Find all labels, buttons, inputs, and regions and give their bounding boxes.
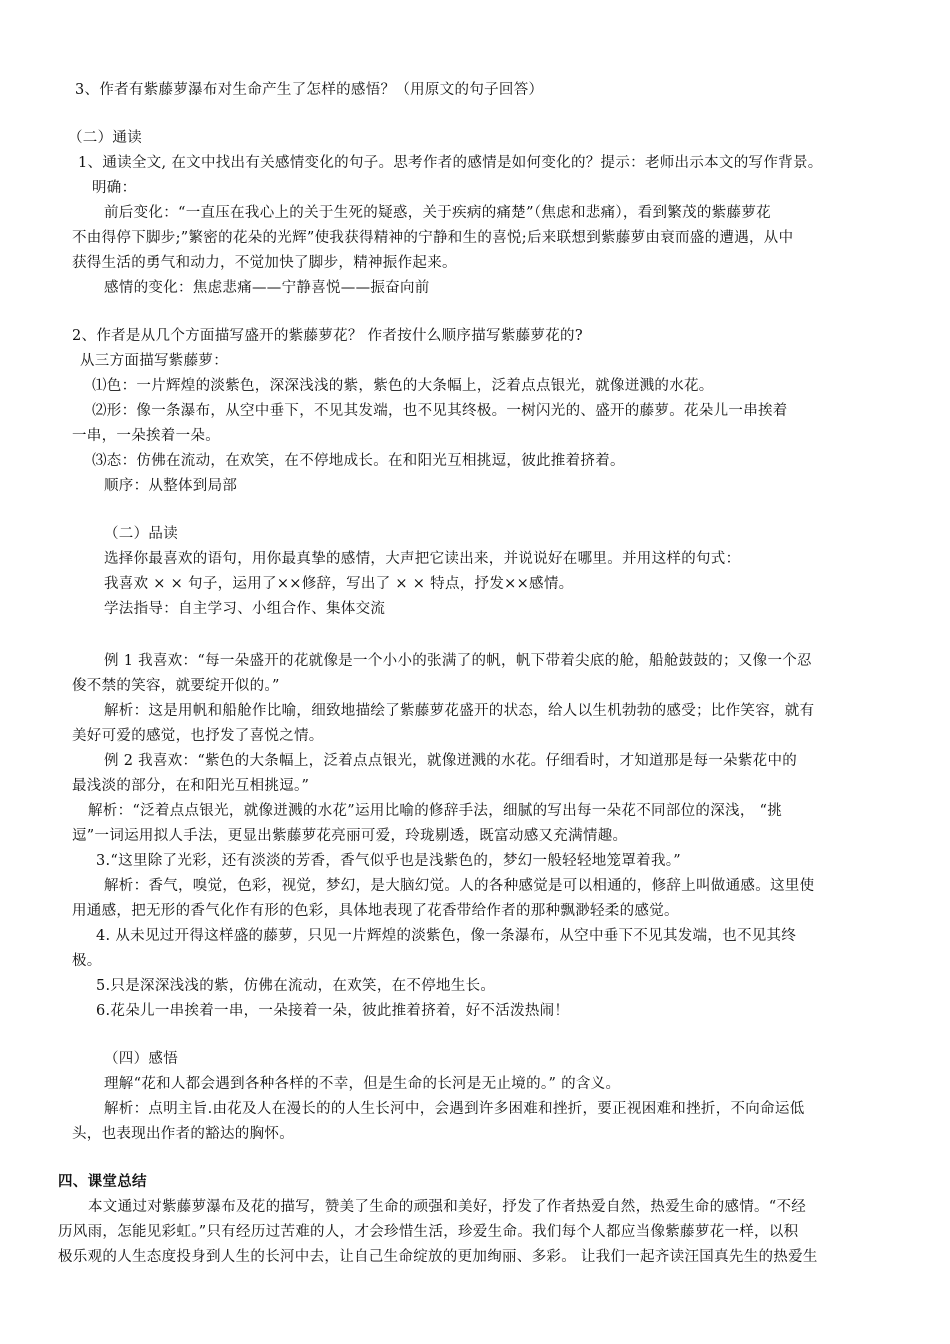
section-heading-ganwu: （四）感悟 <box>104 1051 178 1067</box>
paragraph-line: 逗”一词运用拟人手法，更显出紫藤萝花亮丽可爱，玲珑剔透，既富动感又充满情趣。 <box>72 828 628 844</box>
section-heading-tongdu: （二）通读 <box>68 130 142 146</box>
paragraph-line: 从三方面描写紫藤萝： <box>80 353 228 369</box>
paragraph-line: 美好可爱的感觉，也抒发了喜悦之情。 <box>72 728 324 744</box>
sentence-pattern: 我喜欢 × × 句子，运用了××修辞，写出了 × × 特点，抒发××感情。 <box>104 576 574 592</box>
question-3: 3、作者有紫藤萝瀑布对生命产生了怎样的感悟？（用原文的句子回答） <box>75 82 544 98</box>
paragraph-line: 不由得停下脚步;”繁密的花朵的光辉”使我获得精神的宁静和生的喜悦;后来联想到紫藤萝由衰而盛的遭遇，从中 <box>72 230 794 246</box>
paragraph-line: 俊不禁的笑容，就要绽开似的。” <box>72 678 280 694</box>
example-3: 3.“这里除了光彩，还有淡淡的芳香，香气似乎也是浅紫色的，梦幻一般轻轻地笼罩着我。” <box>96 853 682 869</box>
paragraph-line: 前后变化：“一直压在我心上的关于生死的疑惑，关于疾病的痛楚”（焦虑和悲痛），看到繁茂的紫藤萝花 <box>104 205 771 221</box>
paragraph-line: 理解“花和人都会遇到各种各样的不幸，但是生命的长河是无止境的。” 的含义。 <box>104 1076 621 1092</box>
tongdu-question-2: 2、作者是从几个方面描写盛开的紫藤萝花？ 作者按什么顺序描写紫藤萝花的? <box>72 328 583 344</box>
example-1: 例 1 我喜欢：“每一朵盛开的花就像是一个小小的张满了的帆，帆下带着尖底的舱，船舱鼓鼓的；又像一个忍 <box>104 653 812 669</box>
analysis-ganwu: 解析：点明主旨.由花及人在漫长的的人生长河中，会遇到许多困难和挫折，要正视困难和挫折，不向命运低 <box>104 1101 805 1117</box>
summary-line: 历风雨，怎能见彩虹。”只有经历过苦难的人，才会珍惜生活，珍爱生命。我们每个人都应当像紫藤萝花一样，以积 <box>58 1224 799 1240</box>
summary-line: 本文通过对紫藤萝瀑布及花的描写，赞美了生命的顽强和美好，抒发了作者热爱自然，热爱生命的感情。“不经 <box>88 1199 807 1215</box>
analysis-1: 解析：这是用帆和船舱作比喻，细致地描绘了紫藤萝花盛开的状态，给人以生机勃勃的感受；比作笑容，就有 <box>104 703 815 719</box>
aspect-shape: ⑵形：像一条瀑布，从空中垂下，不见其发端，也不见其终极。一树闪光的、盛开的藤萝。花朵儿一串挨着 <box>92 403 788 419</box>
analysis-3: 解析：香气，嗅觉，色彩，视觉，梦幻，是大脑幻觉。人的各种感觉是可以相通的，修辞上叫做通感。这里使 <box>104 878 815 894</box>
example-6: 6.花朵儿一串挨着一串，一朵接着一朵，彼此推着挤着，好不活泼热闹！ <box>96 1003 570 1019</box>
summary-heading: 四、课堂总结 <box>58 1174 147 1190</box>
example-2: 例 2 我喜欢：“紫色的大条幅上，泛着点点银光，就像迸溅的水花。仔细看时，才知道那是每一朵紫花中的 <box>104 753 798 769</box>
mingque-label: 明确： <box>92 180 137 196</box>
paragraph-line: 选择你最喜欢的语句，用你最真挚的感情，大声把它读出来，并说说好在哪里。并用这样的句式： <box>104 551 741 567</box>
example-5: 5.只是深深浅浅的紫，仿佛在流动，在欢笑，在不停地生长。 <box>96 978 496 994</box>
aspect-color: ⑴色：一片辉煌的淡紫色，深深浅浅的紫，紫色的大条幅上，泛着点点银光，就像迸溅的水花。 <box>92 378 714 394</box>
analysis-2: 解析：“泛着点点银光，就像迸溅的水花”运用比喻的修辞手法，细腻的写出每一朵花不同部位的深浅， “挑 <box>88 803 783 819</box>
paragraph-line: 用通感，把无形的香气化作有形的色彩，具体地表现了花香带给作者的那种飘渺轻柔的感觉。 <box>72 903 679 919</box>
paragraph-line: 头，也表现出作者的豁达的胸怀。 <box>72 1126 294 1142</box>
paragraph-line: 极。 <box>72 953 102 969</box>
emotion-change: 感情的变化：焦虑悲痛——宁静喜悦——振奋向前 <box>104 280 430 296</box>
study-guide: 学法指导：自主学习、小组合作、集体交流 <box>104 601 386 617</box>
aspect-state: ⑶态：仿佛在流动，在欢笑，在不停地成长。在和阳光互相挑逗，彼此推着挤着。 <box>92 453 625 469</box>
paragraph-line: 一串，一朵挨着一朵。 <box>72 428 220 444</box>
paragraph-line: 获得生活的勇气和动力，不觉加快了脚步，精神振作起来。 <box>72 255 457 271</box>
example-4: 4. 从未见过开得这样盛的藤萝，只见一片辉煌的淡紫色，像一条瀑布，从空中垂下不见其发端，也不见其终 <box>96 928 797 944</box>
summary-line: 极乐观的人生态度投身到人生的长河中去，让自己生命绽放的更加绚丽、多彩。 让我们一起齐读汪国真先生的热爱生 <box>58 1249 818 1265</box>
section-heading-pindu: （二）品读 <box>104 526 178 542</box>
paragraph-line: 最浅淡的部分，在和阳光互相挑逗。” <box>72 778 310 794</box>
order-line: 顺序：从整体到局部 <box>104 478 238 494</box>
tongdu-question-1: 1、通读全文, 在文中找出有关感情变化的句子。思考作者的感情是如何变化的？提示：老师出示本文的写作背景。 <box>78 155 823 171</box>
